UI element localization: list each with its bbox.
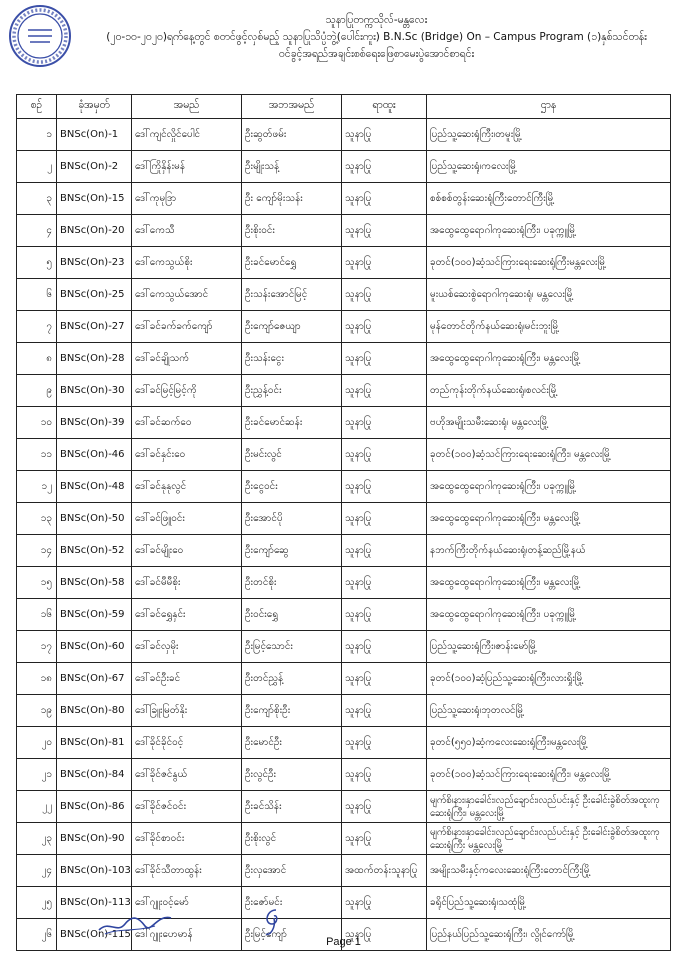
- cell-row-no: ၉: [17, 375, 57, 407]
- table-row: [17, 759, 671, 791]
- cell-name: ဒေါ်ခင်လှမိုး: [132, 631, 242, 663]
- cell-row-no: ၂၅: [17, 887, 57, 919]
- cell-roll-number: BNSc(On)-113: [57, 887, 132, 919]
- table-row: [17, 471, 671, 503]
- cell-rank: သူနာပြု: [342, 887, 427, 919]
- cell-row-no: ၁၃: [17, 503, 57, 535]
- signature-mark: [95, 908, 175, 938]
- cell-father-name: ဦး ကျော်မိုးသန်း: [242, 183, 342, 215]
- cell-name: ဒေါ်ခိုင်စာဝင်း: [132, 823, 242, 855]
- cell-rank: သူနာပြု: [342, 823, 427, 855]
- cell-roll-number: BNSc(On)-90: [57, 823, 132, 855]
- cell-department: ခုတင်(၁၀၀)ဆံ့သင်ကြားရေးဆေးရုံကြီး၊ မန္တလေးမြို့: [427, 439, 671, 471]
- col-header-department: ဌာန: [427, 95, 671, 119]
- table-row: [17, 375, 671, 407]
- cell-rank: သူနာပြု: [342, 599, 427, 631]
- cell-department: ခုတင်(၁၀၀)ဆံ့ပြည်သူ့ဆေးရုံကြီး၊လားရှိုးမြို့: [427, 663, 671, 695]
- cell-name: ဒေါ်ခိုင်ဇင်ဝင်း: [132, 791, 242, 823]
- table-row: [17, 727, 671, 759]
- cell-father-name: ဦးကျော်ဇေယျာ: [242, 311, 342, 343]
- cell-department: အထွေထွေရောဂါကုဆေးရုံကြီး၊ မန္တလေးမြို့: [427, 567, 671, 599]
- table-row: [17, 247, 671, 279]
- cell-roll-number: BNSc(On)-25: [57, 279, 132, 311]
- cell-rank: သူနာပြု: [342, 727, 427, 759]
- cell-row-no: ၁၇: [17, 631, 57, 663]
- table-row: [17, 567, 671, 599]
- cell-name: ဒေါ်ကုမုဒြာ: [132, 183, 242, 215]
- cell-roll-number: BNSc(On)-58: [57, 567, 132, 599]
- cell-roll-number: BNSc(On)-60: [57, 631, 132, 663]
- cell-roll-number: BNSc(On)-15: [57, 183, 132, 215]
- cell-father-name: ဦးအောင်ပို: [242, 503, 342, 535]
- cell-roll-number: BNSc(On)-39: [57, 407, 132, 439]
- cell-rank: သူနာပြု: [342, 183, 427, 215]
- cell-name: ဒေါ်ကေသီ: [132, 215, 242, 247]
- cell-name: ဒေါ်ခင်ဦးခင်: [132, 663, 242, 695]
- cell-name: ဒေါ်ကေသွယ်စိုး: [132, 247, 242, 279]
- cell-name: ဒေါ်ခိုင်ခိုင်ဝင့်: [132, 727, 242, 759]
- cell-father-name: ဦးမင်းလွင်: [242, 439, 342, 471]
- cell-roll-number: BNSc(On)-80: [57, 695, 132, 727]
- cell-father-name: ဦးခင်မောင်ဆန်း: [242, 407, 342, 439]
- cell-roll-number: BNSc(On)-23: [57, 247, 132, 279]
- cell-department: အထွေထွေရောဂါကုဆေးရုံကြီး၊ မန္တလေးမြို့: [427, 343, 671, 375]
- cell-rank: သူနာပြု: [342, 279, 427, 311]
- cell-roll-number: BNSc(On)-86: [57, 791, 132, 823]
- cell-rank: သူနာပြု: [342, 215, 427, 247]
- cell-rank: သူနာပြု: [342, 759, 427, 791]
- cell-father-name: ဦးလွင်ဦး: [242, 759, 342, 791]
- cell-row-no: ၂၁: [17, 759, 57, 791]
- cell-row-no: ၇: [17, 311, 57, 343]
- document-header: [80, 12, 673, 63]
- cell-department: အထွေထွေရောဂါကုဆေးရုံကြီး၊ ပခုက္ကူမြို့: [427, 215, 671, 247]
- cell-rank: သူနာပြု: [342, 567, 427, 599]
- cell-rank: သူနာပြု: [342, 695, 427, 727]
- results-table: [16, 94, 671, 951]
- cell-row-no: ၂၂: [17, 791, 57, 823]
- cell-row-no: ၅: [17, 247, 57, 279]
- cell-roll-number: BNSc(On)-67: [57, 663, 132, 695]
- initial-mark: [258, 904, 288, 940]
- cell-department: တည်ကုန်းတိုက်နယ်ဆေးရုံ၊စလင်းမြို့: [427, 375, 671, 407]
- institution-title: သူနာပြုတက္ကသိုလ်-မန္တလေး: [325, 14, 428, 26]
- cell-father-name: ဦးစိုးဝင်း: [242, 215, 342, 247]
- cell-rank: သူနာပြု: [342, 791, 427, 823]
- table-row: [17, 791, 671, 823]
- cell-row-no: ၃: [17, 183, 57, 215]
- cell-rank: သူနာပြု: [342, 663, 427, 695]
- table-row: [17, 119, 671, 151]
- cell-name: ဒေါ်ခင်ချိုသက်: [132, 343, 242, 375]
- cell-row-no: ၁: [17, 119, 57, 151]
- cell-department: အထွေထွေရောဂါကုဆေးရုံကြီး၊ ပခုက္ကူမြို့: [427, 471, 671, 503]
- cell-father-name: ဦးခင်သိန်း: [242, 791, 342, 823]
- cell-department: အထွေထွေရောဂါကုဆေးရုံကြီး၊ ပခုက္ကူမြို့: [427, 599, 671, 631]
- cell-row-no: ၁၆: [17, 599, 57, 631]
- cell-rank: သူနာပြု: [342, 439, 427, 471]
- cell-name: ဒေါ်ခိုင်ဇင်နွယ်: [132, 759, 242, 791]
- cell-row-no: ၂၀: [17, 727, 57, 759]
- cell-name: ဒေါ်ဂျူးဝင့်မော်: [132, 887, 242, 919]
- cell-name: ဒေါ်ကေသွယ်အောင်: [132, 279, 242, 311]
- cell-father-name: ဦးမောင်ဦး: [242, 727, 342, 759]
- cell-department: ပြည်သူ့ဆေးရုံကြီး၊ဇာန်းမော်မြို့: [427, 631, 671, 663]
- table-row: [17, 439, 671, 471]
- col-header-no: စဉ်: [17, 95, 57, 119]
- cell-rank: သူနာပြု: [342, 407, 427, 439]
- cell-roll-number: BNSc(On)-59: [57, 599, 132, 631]
- cell-name: ဒေါ်ခင်ခက်ခက်ကျော်: [132, 311, 242, 343]
- cell-department: မူးယစ်ဆေးစွဲရောဂါကုဆေးရုံ၊ မန္တလေးမြို့: [427, 279, 671, 311]
- cell-rank: သူနာပြု: [342, 311, 427, 343]
- cell-father-name: ဦးမြင့်သောင်း: [242, 631, 342, 663]
- cell-name: ဒေါ်ခင်မျိုးဝေ: [132, 535, 242, 567]
- cell-row-no: ၁၅: [17, 567, 57, 599]
- cell-name: ဒေါ်ခင်ဖြူဝင်း: [132, 503, 242, 535]
- cell-rank: သူနာပြု: [342, 151, 427, 183]
- cell-father-name: ဦးတင်စိုး: [242, 567, 342, 599]
- cell-roll-number: BNSc(On)-46: [57, 439, 132, 471]
- cell-department: မုန်တောင်တိုက်နယ်ဆေးရုံ၊မင်းဘူးမြို့: [427, 311, 671, 343]
- cell-name: ဒေါ်ခင်ဆက်ဝေ: [132, 407, 242, 439]
- cell-father-name: ဦးစိုးလွင်: [242, 823, 342, 855]
- cell-roll-number: BNSc(On)-1: [57, 119, 132, 151]
- cell-name: ဒေါ်ခင်နှင်းဝေ: [132, 439, 242, 471]
- cell-roll-number: BNSc(On)-103: [57, 855, 132, 887]
- cell-department: ခုတင်(၁၀၀)ဆံ့သင်ကြားရေးဆေးရုံကြီး၊ မန္တလေးမြို့: [427, 759, 671, 791]
- table-row: [17, 183, 671, 215]
- cell-row-no: ၁၄: [17, 535, 57, 567]
- cell-roll-number: BNSc(On)-27: [57, 311, 132, 343]
- cell-roll-number: BNSc(On)-28: [57, 343, 132, 375]
- cell-roll-number: BNSc(On)-48: [57, 471, 132, 503]
- cell-rank: သူနာပြု: [342, 471, 427, 503]
- cell-name: ဒေါ်ခင်မြင့်မြင့်ကို: [132, 375, 242, 407]
- cell-department: ပြည်သူ့ဆေးရုံ၊ဘုတလင်မြို့: [427, 695, 671, 727]
- col-header-father: အဘအမည်: [242, 95, 342, 119]
- cell-name: ဒေါ်ခင်နုနုလွင်: [132, 471, 242, 503]
- cell-father-name: ဦးခင်မောင်ရွှေ: [242, 247, 342, 279]
- col-header-name: အမည်: [132, 95, 242, 119]
- cell-row-no: ၂: [17, 151, 57, 183]
- table-row: [17, 695, 671, 727]
- cell-department: နဘက်ကြီးတိုက်နယ်ဆေးရုံ၊တန့်ဆည်မြို့နယ်: [427, 535, 671, 567]
- cell-row-no: ၁၀: [17, 407, 57, 439]
- cell-rank: သူနာပြု: [342, 535, 427, 567]
- cell-name: ဒေါ်ခင်ရွှေနှင်း: [132, 599, 242, 631]
- cell-name: ဒေါ်ခြူးမြတ်နိုး: [132, 695, 242, 727]
- table-row: [17, 855, 671, 887]
- cell-department: စစ်စစ်တွန်းဆေးရုံကြီးတောင်ကြီးမြို့: [427, 183, 671, 215]
- cell-row-no: ၂၆: [17, 919, 57, 951]
- cell-department: မျက်စိ၊နား၊နှာခေါင်း၊လည်ချောင်း၊လည်ပင်းနှင့် ဦးခေါင်းခွဲစိတ်အထူးကုဆေးရုံကြီး မန္တလေးမြို့: [427, 823, 671, 855]
- table-row: [17, 663, 671, 695]
- university-seal-icon: [8, 4, 72, 68]
- table-row: [17, 343, 671, 375]
- cell-father-name: ဦးသန်းငွေး: [242, 343, 342, 375]
- cell-row-no: ၁၈: [17, 663, 57, 695]
- cell-father-name: ဦးတင်ညွှန့်: [242, 663, 342, 695]
- table-row: [17, 151, 671, 183]
- cell-department: ပြည်သူ့ဆေးရုံကြီး၊တမူးမြို့: [427, 119, 671, 151]
- cell-row-no: ၂၄: [17, 855, 57, 887]
- cell-roll-number: BNSc(On)-115: [57, 919, 132, 951]
- cell-father-name: ဦးဇော်မင်း: [242, 887, 342, 919]
- cell-rank: သူနာပြု: [342, 631, 427, 663]
- table-row: [17, 599, 671, 631]
- cell-roll-number: BNSc(On)-30: [57, 375, 132, 407]
- table-row: [17, 215, 671, 247]
- cell-father-name: ဦးငွေဝင်း: [242, 471, 342, 503]
- col-header-roll: ခုံအမှတ်: [57, 95, 132, 119]
- cell-row-no: ၆: [17, 279, 57, 311]
- program-announcement: (၂၀-၁၀-၂၀၂၀)ရက်နေ့တွင် စတင်ဖွင့်လှစ်မည့် သူနာပြုသိပ္ပံဘွဲ့(ပေါင်းကူး) B.N.Sc (Bridge) On – Campus Program (၁)နှစ်သင်တန်း: [106, 31, 647, 43]
- cell-row-no: ၁၉: [17, 695, 57, 727]
- cell-department: ခုတင်(၁၀၀)ဆံ့သင်ကြားရေးဆေးရုံကြီးမန္တလေးမြို့: [427, 247, 671, 279]
- cell-rank: သူနာပြု: [342, 247, 427, 279]
- cell-roll-number: BNSc(On)-81: [57, 727, 132, 759]
- cell-father-name: ဦးဆွတ်ဖမ်း: [242, 119, 342, 151]
- table-row: [17, 279, 671, 311]
- cell-name: ဒေါ်ကြိုနှိန်းမန်: [132, 151, 242, 183]
- cell-roll-number: BNSc(On)-2: [57, 151, 132, 183]
- cell-father-name: ဦးကျော်ဆွေ: [242, 535, 342, 567]
- cell-father-name: ဦးလှအောင်: [242, 855, 342, 887]
- table-header-row: [17, 95, 671, 119]
- table-row: [17, 311, 671, 343]
- cell-roll-number: BNSc(On)-20: [57, 215, 132, 247]
- cell-department: အမျိုးသမီးနှင့်ကလေးဆေးရုံကြီးတောင်ကြီးမြို့: [427, 855, 671, 887]
- cell-name: ဒေါ်ကျင်လှိုင်ပေါင်: [132, 119, 242, 151]
- cell-department: ခရိုင်ပြည်သူ့ဆေးရုံ၊သထုံမြို့: [427, 887, 671, 919]
- table-row: [17, 407, 671, 439]
- cell-name: ဒေါ်ဂျူးဟေမာန်: [132, 919, 242, 951]
- cell-rank: သူနာပြု: [342, 119, 427, 151]
- cell-rank: အထက်တန်းသူနာပြု: [342, 855, 427, 887]
- cell-father-name: ဦးကျော်စိုးဦး: [242, 695, 342, 727]
- cell-father-name: ဦးညွှန့်ဝင်း: [242, 375, 342, 407]
- cell-department: မျက်စိ၊နား၊နှာခေါင်း၊လည်ချောင်း၊လည်ပင်းနှင့် ဦးခေါင်းခွဲစိတ်အထူးကုဆေးရုံကြီး၊ မန္တလေးမြို့: [427, 791, 671, 823]
- cell-rank: သူနာပြု: [342, 343, 427, 375]
- cell-row-no: ၁၁: [17, 439, 57, 471]
- cell-rank: သူနာပြု: [342, 919, 427, 951]
- cell-row-no: ၁၂: [17, 471, 57, 503]
- cell-name: ဒေါ်ခိုင်သီတာထွန်း: [132, 855, 242, 887]
- cell-row-no: ၈: [17, 343, 57, 375]
- cell-department: ပြည်နယ်ပြည်သူ့ဆေးရုံကြီး၊ လွိုင်ကော်မြို့: [427, 919, 671, 951]
- cell-father-name: ဦးဝင်းရွှေ: [242, 599, 342, 631]
- table-row: [17, 535, 671, 567]
- col-header-rank: ရာထူး: [342, 95, 427, 119]
- cell-roll-number: BNSc(On)-50: [57, 503, 132, 535]
- page-footer: [0, 900, 687, 960]
- table-row: [17, 503, 671, 535]
- cell-row-no: ၂၃: [17, 823, 57, 855]
- document-title: ဝင်ခွင့်အရည်အချင်းစစ်ရေးဖြေစာမေးပွဲအောင်စာရင်း: [278, 48, 475, 60]
- cell-department: ခုတင်(၅၅၀)ဆံ့ကလေးဆေးရုံကြီး၊မန္တလေးမြို့: [427, 727, 671, 759]
- cell-department: ပြည်သူ့ဆေးရုံ၊ကလေးမြို့: [427, 151, 671, 183]
- cell-roll-number: BNSc(On)-52: [57, 535, 132, 567]
- cell-roll-number: BNSc(On)-84: [57, 759, 132, 791]
- table-row: [17, 823, 671, 855]
- cell-father-name: ဦးမျိုးသန့်: [242, 151, 342, 183]
- cell-rank: သူနာပြု: [342, 503, 427, 535]
- cell-row-no: ၄: [17, 215, 57, 247]
- cell-department: အထွေထွေရောဂါကုဆေးရုံကြီး၊ မန္တလေးမြို့: [427, 503, 671, 535]
- cell-father-name: ဦးမြင့်ကျော်: [242, 919, 342, 951]
- cell-department: ဗဟိုအမျိုးသမီးဆေးရုံ၊ မန္တလေးမြို့: [427, 407, 671, 439]
- cell-rank: သူနာပြု: [342, 375, 427, 407]
- page-number: Page 1: [326, 936, 361, 948]
- cell-father-name: ဦးသန်းအောင်မြင့်: [242, 279, 342, 311]
- cell-name: ဒေါ်ခင်မီမီစိုး: [132, 567, 242, 599]
- table-row: [17, 631, 671, 663]
